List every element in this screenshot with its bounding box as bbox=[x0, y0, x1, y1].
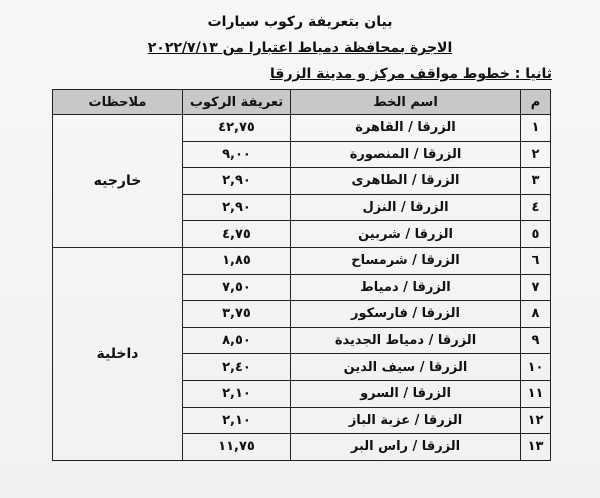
table-row bbox=[53, 247, 551, 274]
row-line: الزرقا / القاهرة bbox=[291, 115, 521, 142]
row-num: ٣ bbox=[521, 168, 551, 195]
row-line: الزرقا / شربين bbox=[291, 221, 521, 248]
section-title: ثانيا : خطوط مواقف مركز و مدينة الزرقا bbox=[270, 66, 552, 82]
row-num: ٦ bbox=[521, 247, 551, 274]
row-line: الزرقا / المنصورة bbox=[291, 141, 521, 168]
row-num: ١١ bbox=[521, 380, 551, 407]
row-num: ١ bbox=[521, 115, 551, 142]
row-fare: ٢,٩٠ bbox=[183, 194, 291, 221]
row-num: ١٢ bbox=[521, 407, 551, 434]
row-fare: ١١,٧٥ bbox=[183, 434, 291, 461]
row-fare: ٩,٠٠ bbox=[183, 141, 291, 168]
row-num: ٥ bbox=[521, 221, 551, 248]
row-num: ٢ bbox=[521, 141, 551, 168]
document-title: بيان بتعريفة ركوب سيارات bbox=[207, 14, 393, 30]
row-fare: ٤,٧٥ bbox=[183, 221, 291, 248]
row-line: الزرقا / عزبة الباز bbox=[291, 407, 521, 434]
row-fare: ٤٢,٧٥ bbox=[183, 115, 291, 142]
header-line: اسم الخط bbox=[291, 90, 521, 115]
header-notes: ملاحظات bbox=[53, 90, 183, 115]
row-fare: ٢,٩٠ bbox=[183, 168, 291, 195]
row-line: الزرقا / دمياط bbox=[291, 274, 521, 301]
group-note: خارجيه bbox=[53, 115, 183, 248]
row-num: ١٠ bbox=[521, 354, 551, 381]
row-fare: ٢,١٠ bbox=[183, 380, 291, 407]
row-fare: ٣,٧٥ bbox=[183, 301, 291, 328]
row-num: ٧ bbox=[521, 274, 551, 301]
row-line: الزرقا / فارسكور bbox=[291, 301, 521, 328]
table-row bbox=[53, 115, 551, 142]
header-num: م bbox=[521, 90, 551, 115]
row-fare: ١,٨٥ bbox=[183, 247, 291, 274]
row-fare: ٨,٥٠ bbox=[183, 327, 291, 354]
row-line: الزرقا / سيف الدين bbox=[291, 354, 521, 381]
row-line: الزرقا / النزل bbox=[291, 194, 521, 221]
table-header-row bbox=[53, 90, 551, 115]
row-num: ١٣ bbox=[521, 434, 551, 461]
header-fare: تعريفة الركوب bbox=[183, 90, 291, 115]
row-line: الزرقا / راس البر bbox=[291, 434, 521, 461]
row-num: ٩ bbox=[521, 327, 551, 354]
row-num: ٤ bbox=[521, 194, 551, 221]
row-fare: ٢,١٠ bbox=[183, 407, 291, 434]
document-subtitle: الاجرة بمحافظة دمياط اعتبارا من ٢٠٢٢/٧/١٣ bbox=[147, 40, 453, 56]
row-line: الزرقا / الطاهرى bbox=[291, 168, 521, 195]
row-fare: ٢,٤٠ bbox=[183, 354, 291, 381]
row-line: الزرقا / السرو bbox=[291, 380, 521, 407]
row-num: ٨ bbox=[521, 301, 551, 328]
fare-table bbox=[52, 89, 551, 461]
group-note: داخلية bbox=[53, 247, 183, 460]
row-fare: ٧,٥٠ bbox=[183, 274, 291, 301]
row-line: الزرقا / شرمساح bbox=[291, 247, 521, 274]
row-line: الزرقا / دمياط الجديدة bbox=[291, 327, 521, 354]
